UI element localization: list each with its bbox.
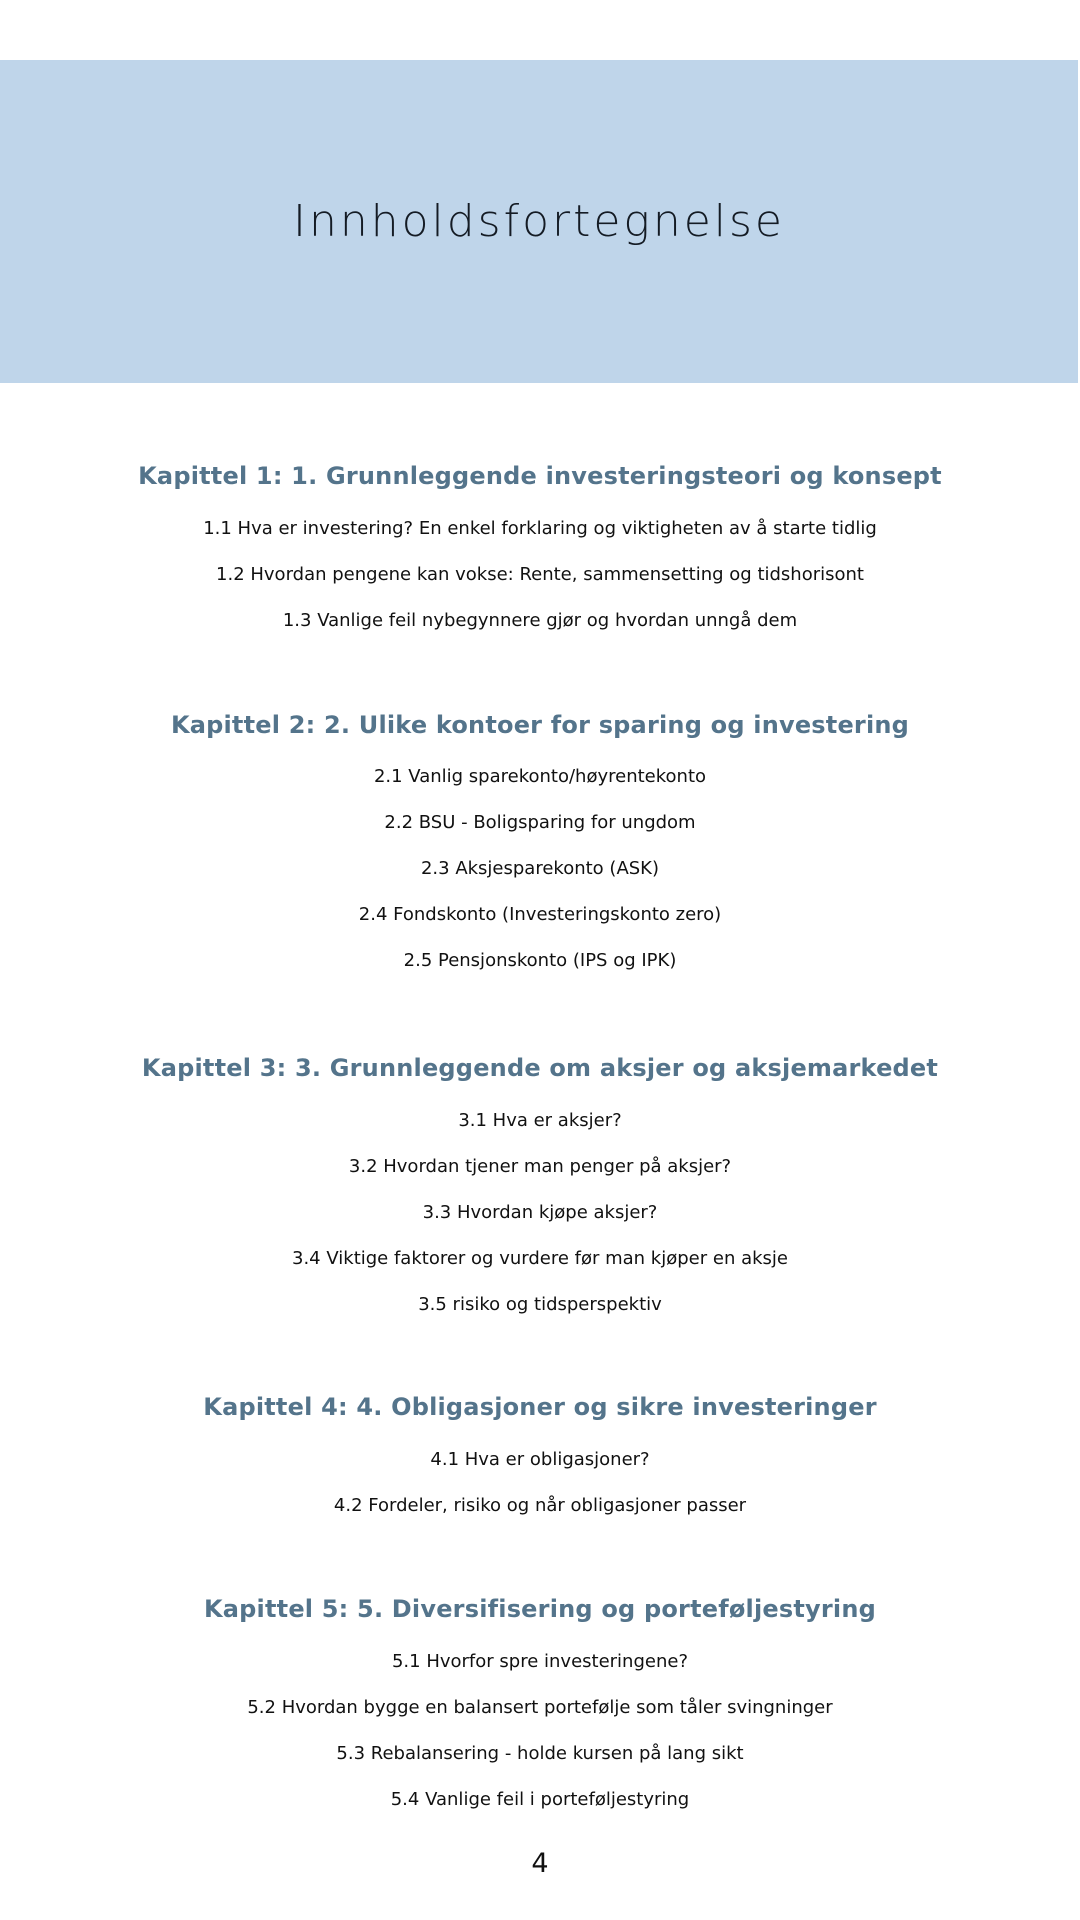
chapter-heading[interactable]: Kapittel 2: 2. Ulike kontoer for sparing og investering — [170, 711, 910, 739]
toc-item[interactable]: 3.3 Hvordan kjøpe aksjer? — [422, 1202, 658, 1223]
toc-item[interactable]: 2.1 Vanlig sparekonto/høyrentekonto — [373, 766, 707, 787]
toc-item[interactable]: 1.1 Hva er investering? En enkel forklaring og viktigheten av å starte tidlig — [203, 518, 877, 539]
page-number: 4 — [531, 1848, 549, 1879]
toc-item[interactable]: 2.2 BSU - Boligsparing for ungdom — [384, 812, 696, 833]
toc-item[interactable]: 1.3 Vanlige feil nybegynnere gjør og hvordan unngå dem — [282, 610, 798, 631]
chapter-heading[interactable]: Kapittel 5: 5. Diversifisering og porteføljestyring — [203, 1595, 877, 1623]
toc-item[interactable]: 3.2 Hvordan tjener man penger på aksjer? — [348, 1156, 732, 1177]
toc-item[interactable]: 1.2 Hvordan pengene kan vokse: Rente, sammensetting og tidshorisont — [216, 564, 864, 585]
toc-item[interactable]: 3.5 risiko og tidsperspektiv — [418, 1294, 662, 1315]
toc-item[interactable]: 2.3 Aksjesparekonto (ASK) — [420, 858, 660, 879]
toc-item[interactable]: 5.1 Hvorfor spre investeringene? — [391, 1651, 688, 1672]
toc-item[interactable]: 4.1 Hva er obligasjoner? — [430, 1449, 650, 1470]
toc-item[interactable]: 5.2 Hvordan bygge en balansert portefølje som tåler svingninger — [247, 1697, 833, 1718]
page-title: Innholdsfortegnelse — [292, 196, 786, 247]
toc-item[interactable]: 2.4 Fondskonto (Investeringskonto zero) — [358, 904, 722, 925]
toc-item[interactable]: 4.2 Fordeler, risiko og når obligasjoner passer — [333, 1495, 747, 1516]
toc-item[interactable]: 3.4 Viktige faktorer og vurdere før man kjøper en aksje — [292, 1248, 788, 1269]
chapter-heading[interactable]: Kapittel 3: 3. Grunnleggende om aksjer og aksjemarkedet — [141, 1054, 939, 1082]
chapter-heading[interactable]: Kapittel 4: 4. Obligasjoner og sikre investeringer — [203, 1393, 877, 1421]
toc-item[interactable]: 5.3 Rebalansering - holde kursen på lang sikt — [336, 1743, 744, 1764]
toc-item[interactable]: 5.4 Vanlige feil i porteføljestyring — [390, 1789, 690, 1810]
chapter-heading[interactable]: Kapittel 1: 1. Grunnleggende investeringsteori og konsept — [138, 462, 942, 490]
toc-item[interactable]: 3.1 Hva er aksjer? — [458, 1110, 622, 1131]
toc-item[interactable]: 2.5 Pensjonskonto (IPS og IPK) — [403, 950, 677, 971]
